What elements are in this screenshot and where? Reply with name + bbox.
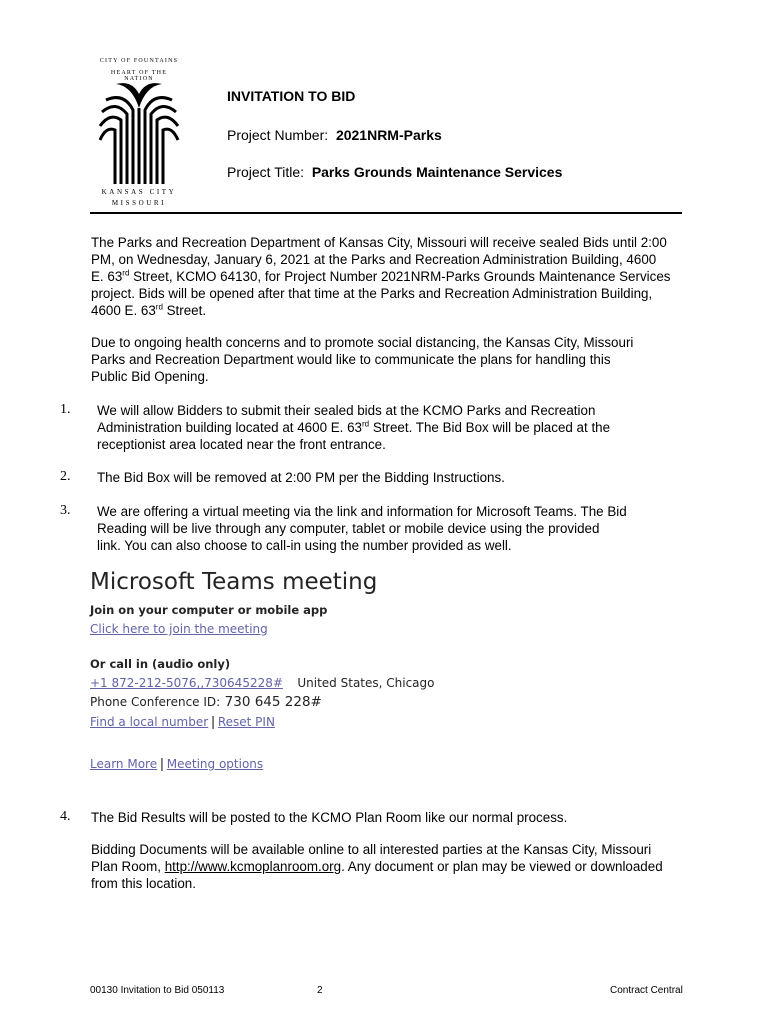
reset-pin-link[interactable]: Reset PIN (217, 715, 275, 729)
header-divider (90, 212, 682, 214)
list-item: We are offering a virtual meeting via the link and information for Microsoft Teams. The Bid Reading will be live through any computer, tablet or mobile device using the provided link. You can also choose to call-in using the number provided as well. (97, 504, 627, 553)
health-line: Public Bid Opening. (91, 369, 209, 384)
phone-number-link[interactable]: +1 872-212-5076,,730645228# (90, 676, 283, 690)
health-paragraph (91, 334, 683, 385)
documents-line: Plan Room, http://www.kcmoplanroom.org. Any document or plan may be viewed or downloaded (91, 859, 663, 874)
page-title: INVITATION TO BID (227, 88, 356, 104)
logo-top-text-1: CITY OF FOUNTAINS (99, 58, 179, 64)
health-line: Parks and Recreation Department would like to communicate the plans for handling this (91, 352, 611, 367)
phone-row (90, 674, 435, 692)
link-separator: | (211, 713, 215, 729)
options-row (90, 755, 263, 773)
join-label: Join on your computer or mobile app (90, 603, 328, 617)
find-local-number-link[interactable]: Find a local number (90, 715, 209, 729)
project-title-label: Project Title: (227, 164, 305, 180)
project-number (227, 127, 442, 143)
conference-id-label: Phone Conference ID: (90, 695, 221, 709)
intro-paragraph (91, 234, 683, 319)
join-meeting-link[interactable]: Click here to join the meeting (90, 622, 268, 636)
documents-paragraph (91, 841, 683, 892)
list-item: We will allow Bidders to submit their sealed bids at the KCMO Parks and Recreation Administration building located at 4600 E. 63rd Street. The Bid Box will be placed at the receptionist area located near the front entrance. (97, 403, 611, 452)
logo-bottom-text-2: MISSOURI (111, 199, 167, 207)
conference-row (90, 693, 322, 711)
plan-room-link[interactable]: http://www.kcmoplanroom.org (164, 859, 342, 874)
list-item-number: 3. (60, 503, 71, 518)
list-item-number: 2. (60, 469, 71, 484)
intro-line: E. 63rd Street, KCMO 64130, for Project Number 2021NRM-Parks Grounds Maintenance Services (91, 268, 671, 284)
intro-line: 4600 E. 63rd Street. (91, 302, 207, 318)
project-number-value: 2021NRM-Parks (335, 127, 442, 143)
intro-line: project. Bids will be opened after that time at the Parks and Recreation Administration Building, (91, 286, 653, 301)
learn-more-link[interactable]: Learn More (90, 757, 158, 771)
footer-document-id: 00130 Invitation to Bid 050113 (90, 985, 225, 996)
list-item-number: 4. (60, 809, 71, 824)
intro-line: PM, on Wednesday, January 6, 2021 at the Parks and Recreation Administration Building, 4600 (91, 252, 657, 267)
intro-line: The Parks and Recreation Department of Kansas City, Missouri will receive sealed Bids until 2:00 (91, 235, 667, 250)
conference-id-value: 730 645 228# (224, 694, 322, 710)
fountain-icon (96, 80, 182, 186)
documents-line: from this location. (91, 876, 196, 891)
health-line: Due to ongoing health concerns and to promote social distancing, the Kansas City, Missouri (91, 335, 634, 350)
link-separator: | (160, 755, 164, 771)
teams-meeting-title: Microsoft Teams meeting (90, 569, 378, 595)
project-number-label: Project Number: (227, 127, 329, 143)
footer-section-name: Contract Central (610, 985, 683, 996)
meeting-options-link[interactable]: Meeting options (166, 757, 264, 771)
phone-location: United States, Chicago (297, 676, 435, 690)
call-in-label: Or call in (audio only) (90, 657, 231, 671)
project-title-value: Parks Grounds Maintenance Services (311, 164, 563, 180)
documents-line: Bidding Documents will be available online to all interested parties at the Kansas City, Missouri (91, 842, 652, 857)
list-item: The Bid Box will be removed at 2:00 PM per the Bidding Instructions. (97, 470, 505, 485)
kcmo-logo (96, 58, 182, 208)
list-item-number: 1. (60, 402, 71, 417)
join-row (90, 620, 268, 638)
logo-bottom-text-1: KANSAS CITY (101, 188, 177, 196)
list-item: The Bid Results will be posted to the KCMO Plan Room like our normal process. (91, 810, 568, 825)
project-title (227, 164, 562, 180)
local-number-row (90, 713, 275, 731)
footer-page-number: 2 (317, 985, 323, 996)
logo-top-text-2: HEART OF THE NATION (110, 70, 168, 82)
